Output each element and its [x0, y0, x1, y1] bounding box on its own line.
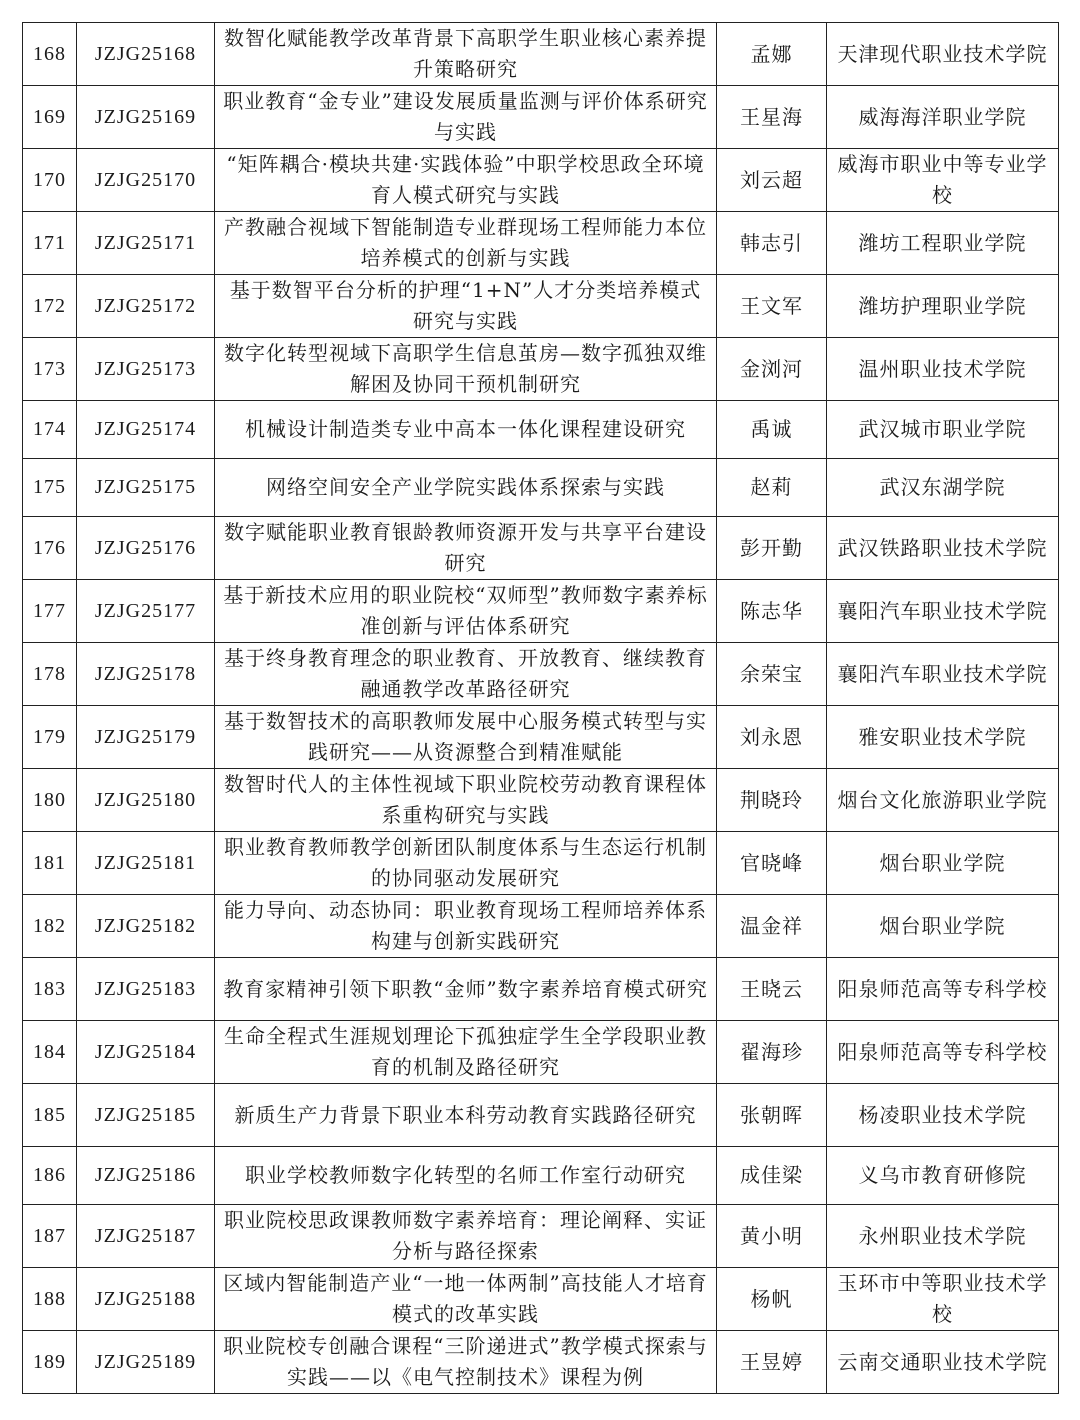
- project-title: 基于新技术应用的职业院校“双师型”教师数字素养标准创新与评估体系研究: [215, 580, 717, 643]
- project-leader: 官晓峰: [717, 832, 827, 895]
- row-number: 168: [23, 23, 77, 86]
- table-row: [23, 1147, 1059, 1205]
- project-leader: 彭开勤: [717, 517, 827, 580]
- project-title: 网络空间安全产业学院实践体系探索与实践: [215, 459, 717, 517]
- project-title: 数字化转型视域下高职学生信息茧房—数字孤独双维解困及协同干预机制研究: [215, 338, 717, 401]
- institution: 威海市职业中等专业学校: [827, 149, 1059, 212]
- row-number: 181: [23, 832, 77, 895]
- table-row: [23, 1331, 1059, 1394]
- project-code: JZJG25178: [77, 643, 215, 706]
- institution: 武汉铁路职业技术学院: [827, 517, 1059, 580]
- project-title: 基于数智平台分析的护理“1+N”人才分类培养模式研究与实践: [215, 275, 717, 338]
- project-leader: 金浏河: [717, 338, 827, 401]
- row-number: 186: [23, 1147, 77, 1205]
- project-title: 产教融合视域下智能制造专业群现场工程师能力本位培养模式的创新与实践: [215, 212, 717, 275]
- institution: 雅安职业技术学院: [827, 706, 1059, 769]
- project-title: 职业学校教师数字化转型的名师工作室行动研究: [215, 1147, 717, 1205]
- row-number: 172: [23, 275, 77, 338]
- project-leader: 张朝晖: [717, 1084, 827, 1147]
- project-title: 数智化赋能教学改革背景下高职学生职业核心素养提升策略研究: [215, 23, 717, 86]
- project-code: JZJG25186: [77, 1147, 215, 1205]
- project-leader: 杨帆: [717, 1268, 827, 1331]
- project-leader: 刘云超: [717, 149, 827, 212]
- project-leader: 王文军: [717, 275, 827, 338]
- table-row: [23, 1205, 1059, 1268]
- table-row: [23, 769, 1059, 832]
- table-row: [23, 517, 1059, 580]
- institution: 潍坊工程职业学院: [827, 212, 1059, 275]
- row-number: 185: [23, 1084, 77, 1147]
- table-row: [23, 275, 1059, 338]
- row-number: 174: [23, 401, 77, 459]
- project-title: 机械设计制造类专业中高本一体化课程建设研究: [215, 401, 717, 459]
- row-number: 170: [23, 149, 77, 212]
- project-list-table: [22, 22, 1059, 1394]
- project-title: 职业教育“金专业”建设发展质量监测与评价体系研究与实践: [215, 86, 717, 149]
- project-title: 基于数智技术的高职教师发展中心服务模式转型与实践研究——从资源整合到精准赋能: [215, 706, 717, 769]
- table-row: [23, 149, 1059, 212]
- table-body: [23, 23, 1059, 1394]
- row-number: 184: [23, 1021, 77, 1084]
- project-code: JZJG25182: [77, 895, 215, 958]
- project-code: JZJG25175: [77, 459, 215, 517]
- row-number: 178: [23, 643, 77, 706]
- project-title: 职业院校思政课教师数字素养培育：理论阐释、实证分析与路径探索: [215, 1205, 717, 1268]
- institution: 义乌市教育研修院: [827, 1147, 1059, 1205]
- project-code: JZJG25187: [77, 1205, 215, 1268]
- row-number: 171: [23, 212, 77, 275]
- table-row: [23, 338, 1059, 401]
- table-row: [23, 1021, 1059, 1084]
- project-title: 基于终身教育理念的职业教育、开放教育、继续教育融通教学改革路径研究: [215, 643, 717, 706]
- project-code: JZJG25183: [77, 958, 215, 1021]
- project-code: JZJG25180: [77, 769, 215, 832]
- institution: 温州职业技术学院: [827, 338, 1059, 401]
- row-number: 169: [23, 86, 77, 149]
- institution: 烟台职业学院: [827, 895, 1059, 958]
- row-number: 180: [23, 769, 77, 832]
- project-code: JZJG25168: [77, 23, 215, 86]
- project-code: JZJG25172: [77, 275, 215, 338]
- project-leader: 赵莉: [717, 459, 827, 517]
- institution: 襄阳汽车职业技术学院: [827, 643, 1059, 706]
- institution: 烟台文化旅游职业学院: [827, 769, 1059, 832]
- project-leader: 禹诚: [717, 401, 827, 459]
- project-title: 生命全程式生涯规划理论下孤独症学生全学段职业教育的机制及路径研究: [215, 1021, 717, 1084]
- project-code: JZJG25189: [77, 1331, 215, 1394]
- project-code: JZJG25170: [77, 149, 215, 212]
- project-leader: 黄小明: [717, 1205, 827, 1268]
- table-row: [23, 643, 1059, 706]
- institution: 天津现代职业技术学院: [827, 23, 1059, 86]
- row-number: 176: [23, 517, 77, 580]
- project-code: JZJG25188: [77, 1268, 215, 1331]
- project-title: 区域内智能制造产业“一地一体两制”高技能人才培育模式的改革实践: [215, 1268, 717, 1331]
- project-code: JZJG25176: [77, 517, 215, 580]
- project-code: JZJG25173: [77, 338, 215, 401]
- table-row: [23, 1268, 1059, 1331]
- project-title: 职业院校专创融合课程“三阶递进式”教学模式探索与实践——以《电气控制技术》课程为例: [215, 1331, 717, 1394]
- table-row: [23, 23, 1059, 86]
- project-title: “矩阵耦合·模块共建·实践体验”中职学校思政全环境育人模式研究与实践: [215, 149, 717, 212]
- project-leader: 荆晓玲: [717, 769, 827, 832]
- row-number: 179: [23, 706, 77, 769]
- row-number: 173: [23, 338, 77, 401]
- project-leader: 孟娜: [717, 23, 827, 86]
- project-title: 职业教育教师教学创新团队制度体系与生态运行机制的协同驱动发展研究: [215, 832, 717, 895]
- institution: 武汉城市职业学院: [827, 401, 1059, 459]
- project-title: 新质生产力背景下职业本科劳动教育实践路径研究: [215, 1084, 717, 1147]
- project-code: JZJG25179: [77, 706, 215, 769]
- project-code: JZJG25169: [77, 86, 215, 149]
- row-number: 187: [23, 1205, 77, 1268]
- table-row: [23, 958, 1059, 1021]
- row-number: 175: [23, 459, 77, 517]
- table-row: [23, 86, 1059, 149]
- project-leader: 刘永恩: [717, 706, 827, 769]
- project-leader: 王昱婷: [717, 1331, 827, 1394]
- project-code: JZJG25177: [77, 580, 215, 643]
- row-number: 183: [23, 958, 77, 1021]
- table-row: [23, 895, 1059, 958]
- table-row: [23, 212, 1059, 275]
- institution: 阳泉师范高等专科学校: [827, 958, 1059, 1021]
- institution: 襄阳汽车职业技术学院: [827, 580, 1059, 643]
- table-row: [23, 401, 1059, 459]
- project-leader: 翟海珍: [717, 1021, 827, 1084]
- institution: 武汉东湖学院: [827, 459, 1059, 517]
- project-code: JZJG25184: [77, 1021, 215, 1084]
- project-leader: 成佳梁: [717, 1147, 827, 1205]
- project-title: 教育家精神引领下职教“金师”数字素养培育模式研究: [215, 958, 717, 1021]
- project-leader: 韩志引: [717, 212, 827, 275]
- institution: 威海海洋职业学院: [827, 86, 1059, 149]
- project-leader: 王星海: [717, 86, 827, 149]
- row-number: 189: [23, 1331, 77, 1394]
- project-title: 能力导向、动态协同：职业教育现场工程师培养体系构建与创新实践研究: [215, 895, 717, 958]
- row-number: 188: [23, 1268, 77, 1331]
- project-code: JZJG25185: [77, 1084, 215, 1147]
- project-code: JZJG25174: [77, 401, 215, 459]
- row-number: 177: [23, 580, 77, 643]
- table-row: [23, 706, 1059, 769]
- project-leader: 温金祥: [717, 895, 827, 958]
- project-code: JZJG25171: [77, 212, 215, 275]
- project-leader: 陈志华: [717, 580, 827, 643]
- institution: 玉环市中等职业技术学校: [827, 1268, 1059, 1331]
- table-row: [23, 580, 1059, 643]
- table-row: [23, 459, 1059, 517]
- project-title: 数智时代人的主体性视域下职业院校劳动教育课程体系重构研究与实践: [215, 769, 717, 832]
- institution: 永州职业技术学院: [827, 1205, 1059, 1268]
- table-row: [23, 1084, 1059, 1147]
- institution: 杨凌职业技术学院: [827, 1084, 1059, 1147]
- project-title: 数字赋能职业教育银龄教师资源开发与共享平台建设研究: [215, 517, 717, 580]
- project-code: JZJG25181: [77, 832, 215, 895]
- row-number: 182: [23, 895, 77, 958]
- project-leader: 余荣宝: [717, 643, 827, 706]
- project-leader: 王晓云: [717, 958, 827, 1021]
- institution: 云南交通职业技术学院: [827, 1331, 1059, 1394]
- institution: 阳泉师范高等专科学校: [827, 1021, 1059, 1084]
- institution: 潍坊护理职业学院: [827, 275, 1059, 338]
- institution: 烟台职业学院: [827, 832, 1059, 895]
- table-row: [23, 832, 1059, 895]
